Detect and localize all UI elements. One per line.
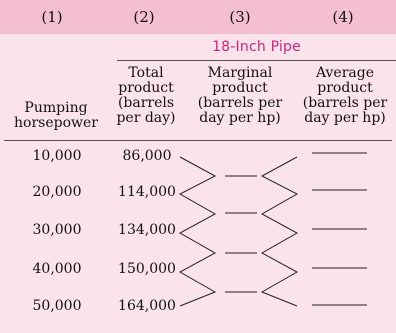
hp-cell: 50,000 xyxy=(32,298,82,314)
left-zigzag xyxy=(180,157,215,306)
header-line: Total xyxy=(128,65,164,81)
table-title: 18-Inch Pipe xyxy=(212,39,301,55)
header-line: (barrels per xyxy=(197,95,283,111)
total-product-cell: 164,000 xyxy=(118,298,176,314)
right-zigzag xyxy=(262,157,297,306)
header-line: product xyxy=(212,80,268,96)
hp-cell: 10,000 xyxy=(32,148,82,164)
hp-cell: 40,000 xyxy=(32,261,82,277)
hp-cell: 20,000 xyxy=(32,184,82,200)
hp-cell: 30,000 xyxy=(32,222,82,238)
header-line: day per hp) xyxy=(199,110,281,126)
total-product-cell: 86,000 xyxy=(122,148,172,164)
column-number-2: (2) xyxy=(133,8,155,26)
header-line: per day) xyxy=(116,110,176,126)
header-line: (barrels per xyxy=(302,95,388,111)
column-number-4: (4) xyxy=(332,8,354,26)
column-number-3: (3) xyxy=(229,8,251,26)
header-line: horsepower xyxy=(14,115,98,131)
header-line: (barrels xyxy=(117,95,175,111)
header-line: product xyxy=(118,80,174,96)
header-line: day per hp) xyxy=(304,110,386,126)
header-line: Average xyxy=(315,65,375,81)
total-product-cell: 114,000 xyxy=(118,184,176,200)
column-number-1: (1) xyxy=(41,8,63,26)
header-line: product xyxy=(317,80,373,96)
header-line: Marginal xyxy=(207,65,273,81)
total-product-cell: 150,000 xyxy=(118,261,176,277)
header-line: Pumping xyxy=(24,100,88,116)
total-product-cell: 134,000 xyxy=(118,222,176,238)
